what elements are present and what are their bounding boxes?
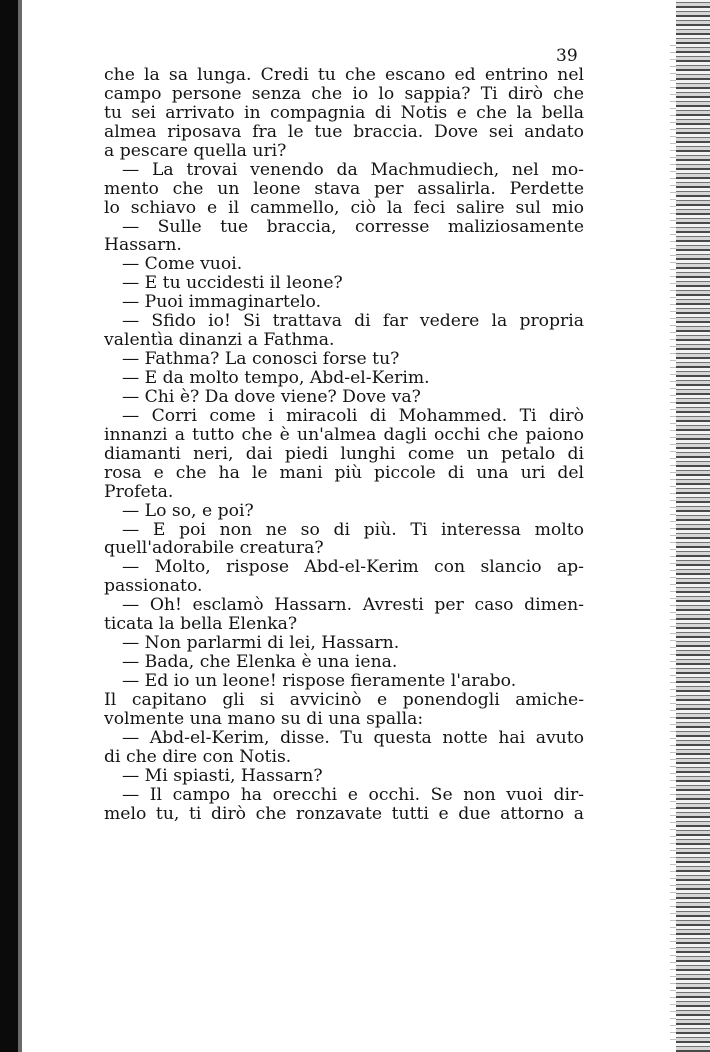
text-line: Profeta.: [104, 481, 174, 502]
page-number: 39: [556, 46, 578, 66]
text-line: — Puoi immaginartelo.: [122, 292, 322, 313]
text-line: Il capitano gli si avvicinò e ponendogli amiche-: [104, 689, 584, 710]
text-line: passionato.: [104, 576, 203, 597]
scan-page-stack-edge: [676, 0, 710, 1052]
text-line: — E da molto tempo, Abd-el-Kerim.: [122, 368, 430, 388]
text-line: ticata la bella Elenka?: [104, 614, 298, 635]
text-line: — Sfido io! Si trattava di far vedere la propria: [122, 311, 584, 332]
text-line: — Sulle tue braccia, corresse maliziosamente: [122, 216, 584, 237]
text-line: — Mi spiasti, Hassarn?: [122, 765, 323, 786]
text-line: — Non parlarmi di lei, Hassarn.: [122, 633, 400, 654]
text-line: — Lo so, e poi?: [122, 500, 254, 521]
text-line: — Il campo ha orecchi e occhi. Se non vuoi dir-: [122, 784, 584, 805]
text-line: diamanti neri, dai piedi lunghi come un petalo di: [104, 443, 584, 464]
text-line: — E tu uccidesti il leone?: [122, 273, 343, 294]
text-line: lo schiavo e il cammello, ciò la feci salire sul mio: [104, 197, 584, 218]
text-line: che la sa lunga. Credi tu che escano ed entrino nel: [104, 65, 584, 85]
text-line: melo tu, ti dirò che ronzavate tutti e due attorno a: [104, 803, 584, 824]
text-line: quell'adorabile creatura?: [104, 538, 324, 559]
text-line: almea riposava fra le tue braccia. Dove sei andato: [104, 121, 584, 142]
text-line: valentìa dinanzi a Fathma.: [104, 330, 335, 351]
text-line: mento che un leone stava per assalirla. Perdette: [104, 178, 584, 199]
text-line: — La trovai venendo da Machmudiech, nel mo-: [122, 159, 584, 180]
text-line: — Molto, rispose Abd-el-Kerim con slancio ap-: [122, 557, 584, 578]
text-line: campo persone senza che io lo sappia? Ti dirò che: [104, 83, 584, 104]
text-line: — E poi non ne so di più. Ti interessa molto: [122, 519, 584, 540]
scan-binding-edge: [0, 0, 18, 1052]
text-line: — Ed io un leone! rispose fieramente l'arabo.: [122, 671, 517, 691]
text-line: rosa e che ha le mani più piccole di una uri del: [104, 462, 584, 483]
text-line: — Chi è? Da dove viene? Dove va?: [122, 386, 421, 407]
text-line: — Abd-el-Kerim, disse. Tu questa notte hai avuto: [122, 727, 584, 748]
text-line: tu sei arrivato in compagnia di Notis e che la bella: [104, 102, 584, 123]
text-line: — Oh! esclamò Hassarn. Avresti per caso dimen-: [122, 595, 584, 616]
body-text: [104, 66, 584, 824]
text-line: Hassarn.: [104, 235, 182, 256]
text-line: volmente una mano su di una spalla:: [104, 708, 424, 729]
text-line: innanzi a tutto che è un'almea dagli occhi che paiono: [104, 424, 584, 445]
text-line: — Come vuoi.: [122, 254, 243, 275]
text-line: — Corri come i miracoli di Mohammed. Ti dirò: [122, 405, 584, 426]
text-line: a pescare quella uri?: [104, 140, 287, 161]
text-line: di che dire con Notis.: [104, 746, 292, 767]
text-line: — Fathma? La conosci forse tu?: [122, 349, 400, 370]
text-line: — Bada, che Elenka è una iena.: [122, 652, 398, 673]
